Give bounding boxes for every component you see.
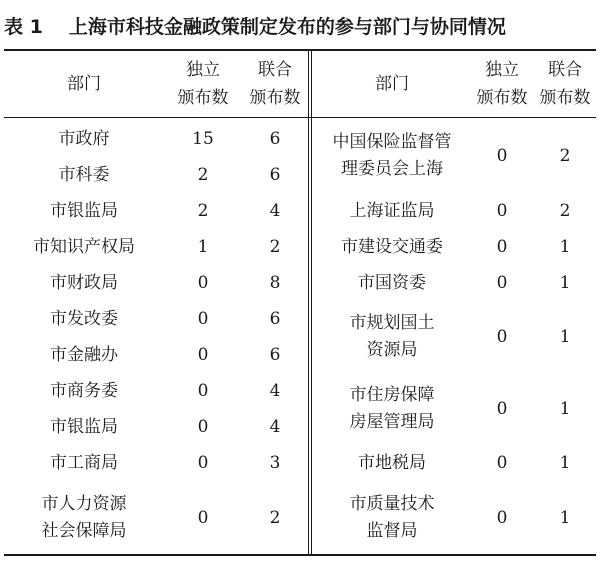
- left-row-6-joint: 6: [269, 308, 281, 329]
- left-row-1-dept: 市政府: [58, 128, 110, 149]
- left-row-4-independent: 1: [197, 236, 209, 257]
- left-row-11-joint: 2: [269, 507, 281, 528]
- left-row-3-joint: 4: [269, 200, 281, 221]
- right-row-5-joint: 1: [559, 326, 571, 347]
- left-row-9-joint: 4: [269, 416, 281, 437]
- right-row-6-dept: 市住房保障 房屋管理局: [349, 385, 435, 432]
- left-row-7-independent: 0: [197, 344, 209, 365]
- right-row-7-joint: 1: [559, 452, 571, 473]
- data-table: [4, 49, 596, 556]
- left-row-2-joint: 6: [269, 164, 281, 185]
- left-row-1-joint: 6: [269, 128, 281, 149]
- right-row-3-dept: 市建设交通委: [341, 236, 443, 257]
- left-row-5-dept: 市财政局: [50, 272, 118, 293]
- header-rule: [4, 117, 596, 118]
- table-caption: [4, 8, 506, 42]
- left-header-dept: 部门: [67, 74, 101, 94]
- left-row-9-independent: 0: [197, 416, 209, 437]
- right-row-4-dept: 市国资委: [358, 272, 426, 293]
- left-row-6-independent: 0: [197, 308, 209, 329]
- left-row-7-dept: 市金融办: [50, 344, 118, 365]
- right-row-7-dept: 市地税局: [358, 452, 426, 473]
- left-row-5-independent: 0: [197, 272, 209, 293]
- left-row-2-independent: 2: [197, 164, 209, 185]
- left-row-11-dept: 市人力资源 社会保障局: [41, 494, 127, 541]
- right-row-6-independent: 0: [496, 398, 508, 419]
- right-row-8-joint: 1: [559, 507, 571, 528]
- left-row-3-dept: 市银监局: [50, 200, 118, 221]
- right-row-5-dept: 市规划国土 资源局: [349, 313, 435, 360]
- right-row-6-joint: 1: [559, 398, 571, 419]
- right-row-1-dept: 中国保险监督管 理委员会上海: [332, 132, 452, 179]
- right-header-independent: 独立 颁布数: [476, 60, 528, 108]
- left-row-5-joint: 8: [269, 272, 281, 293]
- table-number: 表 1: [4, 15, 43, 38]
- right-row-1-independent: 0: [496, 145, 508, 166]
- right-row-2-joint: 2: [559, 200, 571, 221]
- right-row-7-independent: 0: [496, 452, 508, 473]
- left-row-6-dept: 市发改委: [50, 308, 118, 329]
- right-row-2-dept: 上海证监局: [349, 200, 435, 221]
- left-row-8-independent: 0: [197, 380, 209, 401]
- left-header-independent: 独立 颁布数: [177, 60, 229, 108]
- left-row-3-independent: 2: [197, 200, 209, 221]
- right-row-5-independent: 0: [496, 326, 508, 347]
- left-row-7-joint: 6: [269, 344, 281, 365]
- left-row-4-joint: 2: [269, 236, 281, 257]
- left-row-8-dept: 市商务委: [50, 380, 118, 401]
- right-row-4-joint: 1: [559, 272, 571, 293]
- table-title: 上海市科技金融政策制定发布的参与部门与协同情况: [68, 15, 506, 38]
- left-row-10-dept: 市工商局: [50, 452, 118, 473]
- left-header-joint: 联合 颁布数: [249, 60, 301, 108]
- left-row-1-independent: 15: [192, 128, 214, 149]
- right-row-1-joint: 2: [559, 145, 571, 166]
- right-row-4-independent: 0: [496, 272, 508, 293]
- left-row-10-independent: 0: [197, 452, 209, 473]
- left-row-2-dept: 市科委: [58, 164, 110, 185]
- left-row-10-joint: 3: [269, 452, 281, 473]
- right-header-dept: 部门: [375, 74, 409, 94]
- left-row-8-joint: 4: [269, 380, 281, 401]
- right-row-8-dept: 市质量技术 监督局: [349, 494, 435, 541]
- right-header-joint: 联合 颁布数: [539, 60, 591, 108]
- left-row-9-dept: 市银监局: [50, 416, 118, 437]
- left-row-4-dept: 市知识产权局: [33, 236, 135, 257]
- right-row-3-joint: 1: [559, 236, 571, 257]
- right-row-2-independent: 0: [496, 200, 508, 221]
- right-row-8-independent: 0: [496, 507, 508, 528]
- right-row-3-independent: 0: [496, 236, 508, 257]
- left-row-11-independent: 0: [197, 507, 209, 528]
- center-divider: [308, 51, 309, 554]
